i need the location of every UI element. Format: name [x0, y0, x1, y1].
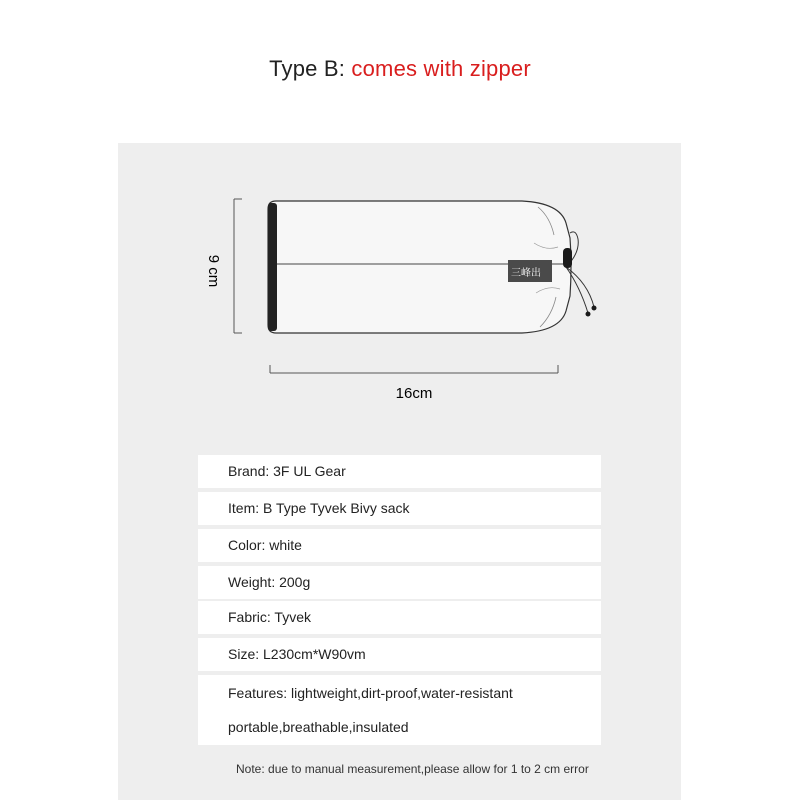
height-label: 9 cm — [205, 254, 222, 288]
cord-lock — [563, 248, 572, 268]
product-panel — [118, 143, 681, 800]
stuff-sack-illustration — [268, 201, 597, 333]
spec-row-weight: Weight: 200g — [198, 566, 601, 599]
features-line-2: portable,breathable,insulated — [228, 719, 409, 735]
width-dimension — [270, 365, 558, 402]
measurement-note: Note: due to manual measurement,please allow for 1 to 2 cm error — [236, 762, 589, 776]
spec-row-color: Color: white — [198, 529, 601, 562]
page-title — [0, 56, 800, 82]
spec-row-fabric: Fabric: Tyvek — [198, 601, 601, 634]
spec-row-features — [198, 675, 601, 745]
cord-end — [592, 306, 597, 311]
cord-end — [586, 312, 591, 317]
spec-row-item: Item: B Type Tyvek Bivy sack — [198, 492, 601, 525]
title-accent: comes with zipper — [351, 56, 531, 81]
height-dimension — [205, 199, 242, 333]
width-label: 16cm — [395, 385, 433, 402]
sack-base-band — [268, 203, 277, 331]
logo-tag-text: 三峰出 — [511, 268, 541, 279]
sack-diagram — [118, 143, 681, 423]
spec-row-brand: Brand: 3F UL Gear — [198, 455, 601, 488]
title-lead: Type B: — [269, 56, 346, 81]
features-line-1: Features: lightweight,dirt-proof,water-resistant — [228, 685, 513, 701]
spec-row-size: Size: L230cm*W90vm — [198, 638, 601, 671]
